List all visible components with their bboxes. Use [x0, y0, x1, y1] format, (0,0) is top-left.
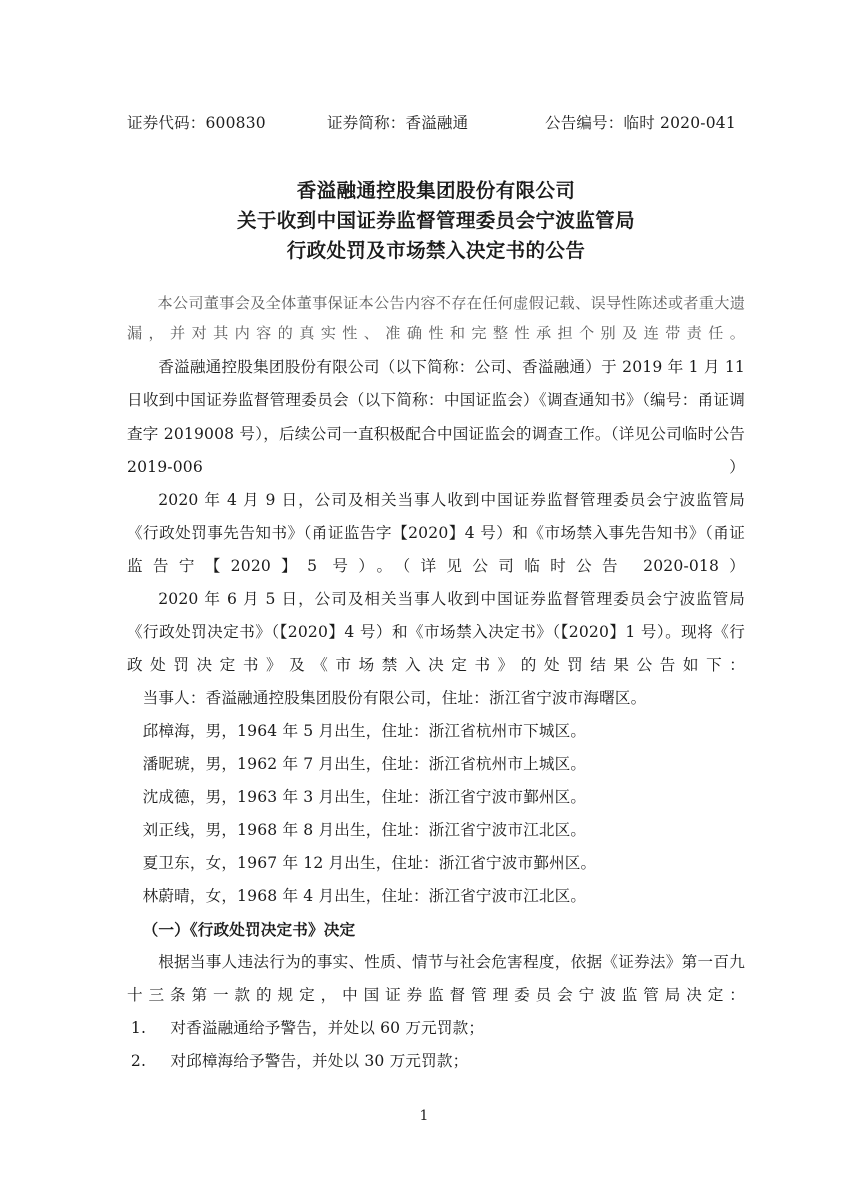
- announcement-number: 公告编号：临时 2020-041: [545, 114, 736, 132]
- title-line-type: 行政处罚及市场禁入决定书的公告: [286, 238, 586, 262]
- document-title: [127, 176, 745, 265]
- title-line-subject: 关于收到中国证券监督管理委员会宁波监管局: [236, 208, 635, 232]
- party-person-2: 潘昵琥，男，1962 年 7 月出生，住址：浙江省杭州市上城区。: [142, 755, 587, 773]
- paragraph-investigation-notice: 香溢融通控股集团股份有限公司（以下简称：公司、香溢融通）于 2019 年 1 月 11 日收到中国证券监督管理委员会（以下简称：中国证监会）《调查通知书》（编号：甬证调查字 2019008 号），后续公司一直积极配合中国证监会的调查工作。（详见公司临时公告 2019-006）: [127, 358, 745, 476]
- penalty-item-1-text: 对香溢融通给予警告，并处以 60 万元罚款；: [170, 1019, 485, 1038]
- board-disclaimer: 本公司董事会及全体董事保证本公告内容不存在任何虚假记载、误导性陈述或者重大遗漏，并对其内容的真实性、准确性和完整性承担个别及连带责任。: [127, 294, 745, 343]
- party-person-3: 沈成德，男，1963 年 3 月出生，住址：浙江省宁波市鄞州区。: [142, 788, 587, 807]
- footer-page-number: 1: [419, 1108, 429, 1124]
- section-heading-penalty-decision: （一）《行政处罚决定书》决定: [142, 920, 356, 940]
- paragraph-prior-notice: 2020 年 4 月 9 日，公司及相关当事人收到中国证券监督管理委员会宁波监管局《行政处罚事先告知书》（甬证监告字【2020】4 号）和《市场禁入事先告知书》（甬证监告宁【2020】5 号）。（详见公司临时公告 2020-018）: [127, 490, 745, 575]
- security-code: 证券代码：600830: [127, 114, 266, 132]
- party-person-1: 邱樟海，男，1964 年 5 月出生，住址：浙江省杭州市下城区。: [142, 721, 587, 740]
- security-short-name: 证券简称：香溢融通: [327, 114, 469, 132]
- party-company: 当事人：香溢融通控股集团股份有限公司，住址：浙江省宁波市海曙区。: [142, 688, 647, 707]
- paragraph-decision-received: 2020 年 6 月 5 日，公司及相关当事人收到中国证券监督管理委员会宁波监管局《行政处罚决定书》（【2020】4 号）和《市场禁入决定书》（【2020】1 号）。现将《行政处罚决定书》及《市场禁入决定书》的处罚结果公告如下：: [127, 589, 745, 674]
- party-person-4: 刘正线，男，1968 年 8 月出生，住址：浙江省宁波市江北区。: [142, 821, 587, 840]
- party-person-5: 夏卫东，女，1967 年 12 月出生，住址：浙江省宁波市鄞州区。: [142, 854, 597, 873]
- penalty-item-2-text: 对邱樟海给予警告，并处以 30 万元罚款；: [170, 1052, 469, 1071]
- title-line-company: 香溢融通控股集团股份有限公司: [296, 179, 576, 203]
- penalty-item-1: [127, 1012, 745, 1045]
- paragraph-legal-basis: 根据当事人违法行为的事实、性质、情节与社会危害程度，依据《证券法》第一百九十三条第一款的规定，中国证券监督管理委员会宁波监管局决定：: [127, 953, 745, 1005]
- penalty-item-2: [127, 1045, 745, 1078]
- party-person-6: 林蔚晴，女，1968 年 4 月出生，住址：浙江省宁波市江北区。: [142, 887, 587, 906]
- penalty-item-1-number: 1.: [130, 1019, 147, 1038]
- document-content: [127, 0, 745, 1078]
- penalty-item-2-number: 2.: [130, 1052, 147, 1071]
- document-header-line: [127, 112, 745, 135]
